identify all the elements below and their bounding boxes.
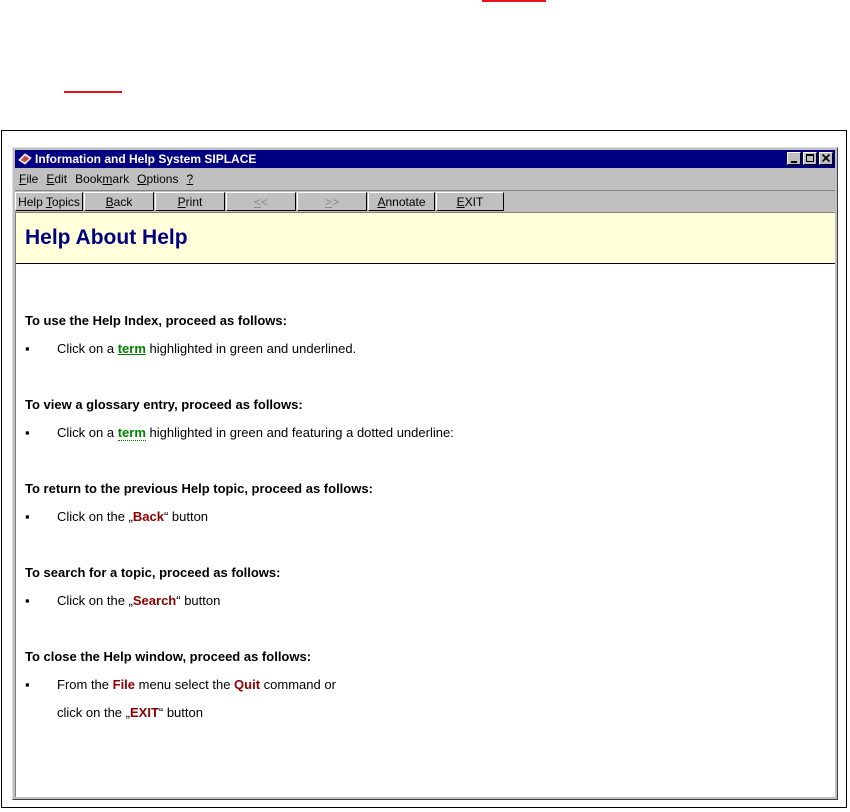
- browse-previous-button[interactable]: <<: [226, 192, 296, 211]
- keyword-quit: Quit: [234, 677, 261, 692]
- annotate-button[interactable]: Annotate: [368, 192, 435, 211]
- section-heading-back: To return to the previous Help topic, proceed as follows:: [25, 481, 373, 496]
- print-button[interactable]: Print: [155, 192, 225, 211]
- bullet-icon: ▪: [25, 425, 30, 440]
- keyword-exit: EXIT: [129, 705, 159, 720]
- back-button[interactable]: Back: [84, 192, 154, 211]
- menu-help[interactable]: ?: [186, 172, 194, 186]
- menu-options[interactable]: Options: [137, 172, 179, 186]
- menu-file[interactable]: File: [19, 172, 39, 186]
- menu-bookmark[interactable]: Bookmark: [75, 172, 130, 186]
- close-button[interactable]: [819, 152, 833, 165]
- window-controls: [785, 152, 833, 166]
- section-heading-search: To search for a topic, proceed as follows:: [25, 565, 281, 580]
- title-bar[interactable]: [15, 150, 835, 168]
- window-title: Information and Help System SIPLACE: [35, 152, 257, 166]
- topic-header: [16, 213, 835, 264]
- keyword-search: Search: [132, 593, 177, 608]
- maximize-button[interactable]: [803, 152, 817, 165]
- close-icon: [820, 153, 832, 164]
- minimize-button[interactable]: [787, 152, 801, 165]
- exit-button[interactable]: EXIT: [436, 192, 504, 211]
- help-book-icon: [18, 152, 32, 166]
- minimize-icon: [788, 153, 800, 164]
- red-mark-top: [482, 0, 546, 2]
- section-text-glossary: Click on a term highlighted in green and featuring a dotted underline:: [57, 425, 454, 440]
- term-link[interactable]: term: [117, 341, 146, 356]
- bullet-icon: ▪: [25, 593, 30, 608]
- help-topics-button[interactable]: Help Topics: [15, 192, 83, 211]
- section-heading-index: To use the Help Index, proceed as follows:: [25, 313, 287, 328]
- section-text-back: Click on the „Back“ button: [57, 509, 209, 524]
- section-heading-glossary: To view a glossary entry, proceed as follows:: [25, 397, 303, 412]
- glossary-term-link[interactable]: term: [117, 425, 146, 440]
- section-text-index: Click on a term highlighted in green and underlined.: [57, 341, 357, 356]
- bullet-icon: ▪: [25, 677, 30, 692]
- button-bar: [15, 190, 835, 213]
- keyword-back: Back: [132, 509, 164, 524]
- menu-edit[interactable]: Edit: [46, 172, 68, 186]
- screenshot-frame: [1, 130, 847, 808]
- menu-bar: [15, 169, 197, 189]
- section-text-close-2: click on the „EXIT“ button: [57, 705, 203, 720]
- bullet-icon: ▪: [25, 509, 30, 524]
- bullet-icon: ▪: [25, 341, 30, 356]
- page-title: Help About Help: [25, 226, 188, 249]
- section-text-search: Click on the „Search“ button: [57, 593, 221, 608]
- help-window: [12, 147, 838, 800]
- keyword-file: File: [112, 677, 136, 692]
- help-content[interactable]: [15, 212, 835, 797]
- section-heading-close: To close the Help window, proceed as follows:: [25, 649, 312, 664]
- section-text-close-1: From the File menu select the Quit command or: [57, 677, 336, 692]
- browse-next-button[interactable]: >>: [297, 192, 367, 211]
- red-mark-left: [64, 91, 122, 93]
- maximize-icon: [804, 153, 816, 164]
